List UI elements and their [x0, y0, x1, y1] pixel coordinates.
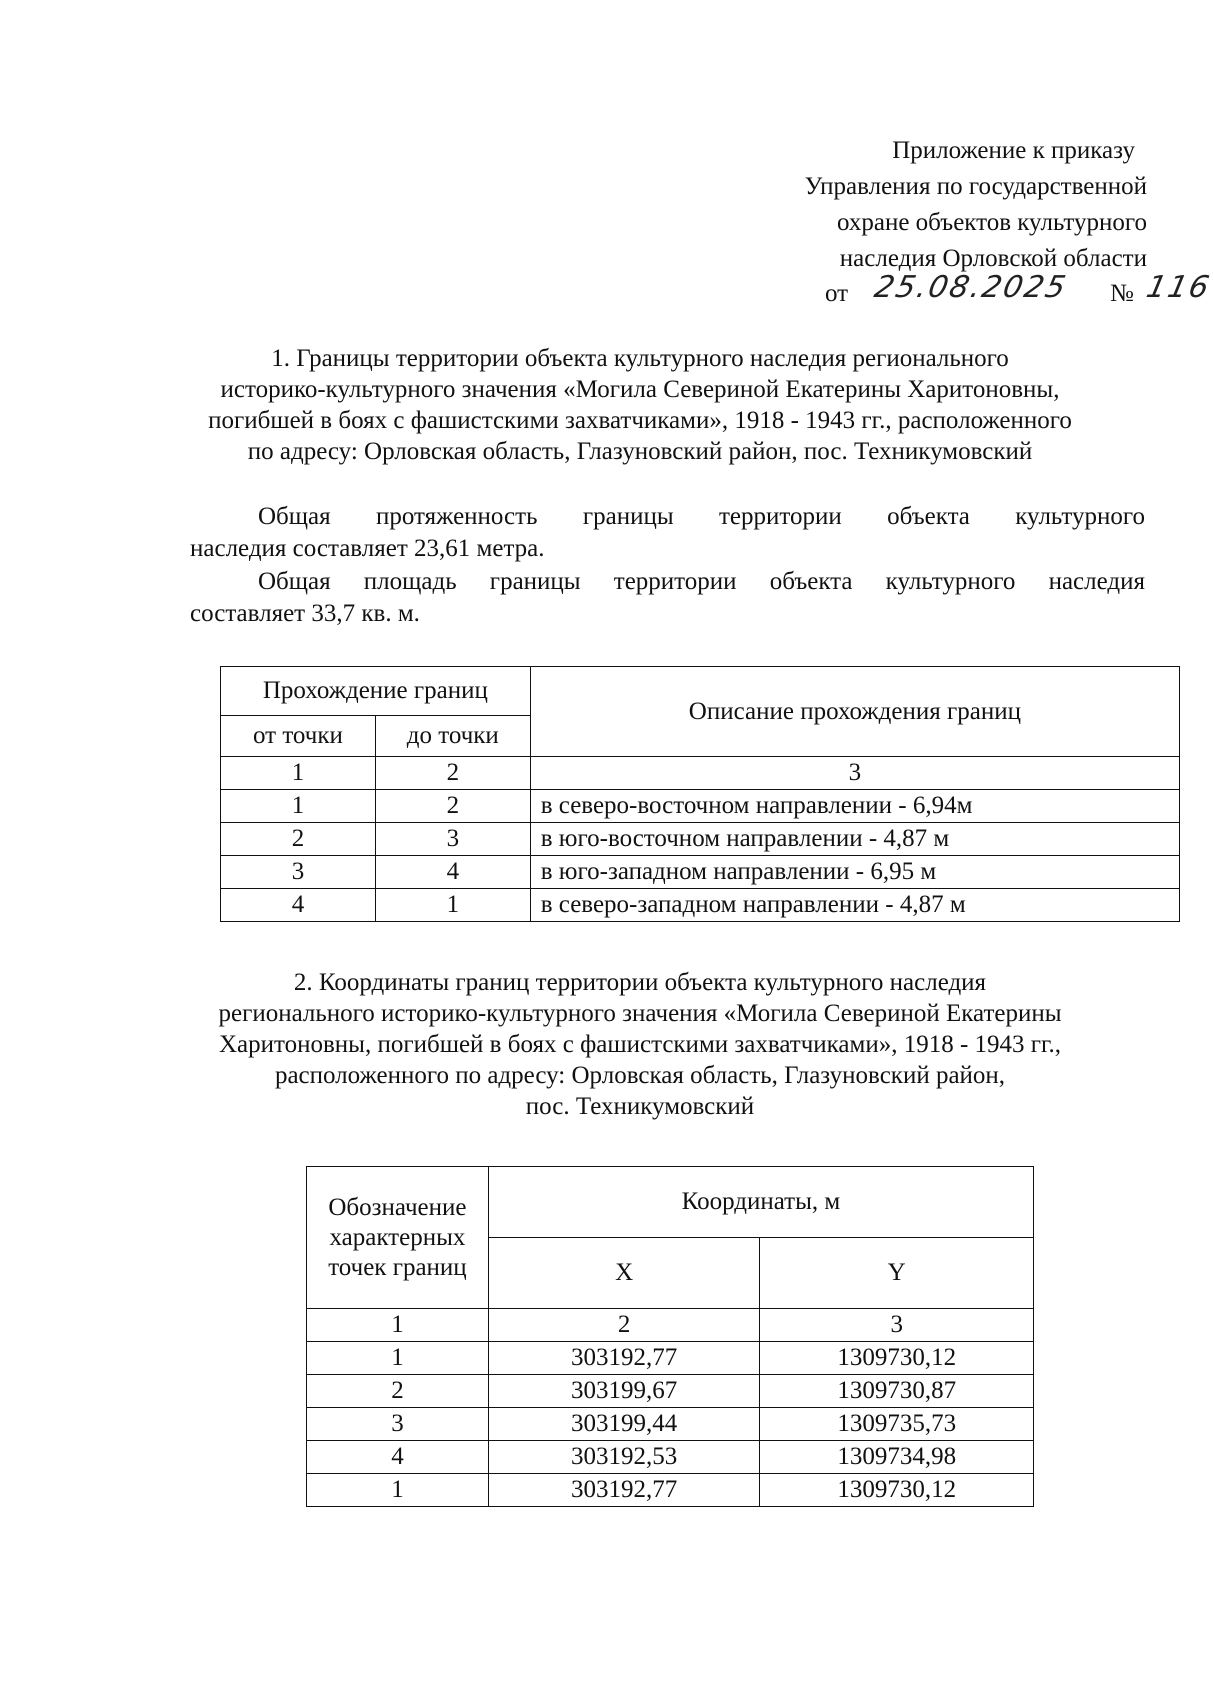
description-cell: в северо-восточном направлении - 6,94м: [530, 790, 1179, 823]
from-point-header: от точки: [221, 716, 376, 757]
numbering-row: [307, 1309, 1034, 1342]
from-cell: 1: [221, 790, 376, 823]
table-cell: 3: [760, 1309, 1034, 1342]
coordinates-table: [306, 1166, 1034, 1507]
paragraph-line: составляет 33,7 кв. м.: [190, 600, 420, 627]
heading-line: погибшей в боях с фашистскими захватчиками», 1918 - 1943 гг., расположенного: [208, 407, 1072, 434]
boundary-passage-table: [220, 666, 1180, 922]
table-cell: 3: [530, 757, 1179, 790]
point-cell: 2: [307, 1375, 489, 1408]
from-cell: 4: [221, 889, 376, 922]
table-row: [307, 1474, 1034, 1507]
table-cell: 1: [221, 757, 376, 790]
heading-line: 1. Границы территории объекта культурного наследия регионального: [271, 345, 1009, 372]
appendix-line: Приложение к приказу: [892, 137, 1135, 164]
table-row: [307, 1342, 1034, 1375]
to-cell: 4: [375, 856, 530, 889]
y-cell: 1309734,98: [760, 1441, 1034, 1474]
x-cell: 303192,77: [488, 1474, 760, 1507]
total-length-paragraph: [190, 501, 1145, 565]
appendix-line: наследия Орловской области: [839, 245, 1147, 272]
appendix-line: Управления по государственной: [804, 173, 1147, 200]
to-cell: 2: [375, 790, 530, 823]
from-cell: 3: [221, 856, 376, 889]
paragraph-line: Общая протяженность границы территории объекта культурного: [258, 503, 1145, 530]
heading-line: 2. Координаты границ территории объекта культурного наследия: [293, 969, 987, 996]
description-cell: в юго-западном направлении - 6,95 м: [530, 856, 1179, 889]
paragraph-line: Общая площадь границы территории объекта культурного наследия: [258, 568, 1145, 595]
table-row: [221, 823, 1180, 856]
x-cell: 303199,44: [488, 1408, 760, 1441]
table-cell: 2: [488, 1309, 760, 1342]
number-label: №: [1110, 280, 1134, 307]
point-cell: 3: [307, 1408, 489, 1441]
from-cell: 2: [221, 823, 376, 856]
x-cell: 303192,53: [488, 1441, 760, 1474]
to-cell: 1: [375, 889, 530, 922]
description-header: Описание прохождения границ: [530, 667, 1179, 757]
to-point-header: до точки: [375, 716, 530, 757]
x-cell: 303192,77: [488, 1342, 760, 1375]
y-header: Y: [760, 1238, 1034, 1309]
heading-line: историко-культурного значения «Могила Севериной Екатерины Харитоновны,: [220, 376, 1060, 403]
point-cell: 4: [307, 1441, 489, 1474]
table-cell: 2: [375, 757, 530, 790]
section1-heading: [160, 343, 1120, 467]
point-cell: 1: [307, 1342, 489, 1375]
to-cell: 3: [375, 823, 530, 856]
order-date-line: [825, 270, 1214, 314]
heading-line: пос. Техникумовский: [525, 1093, 755, 1120]
y-cell: 1309730,87: [760, 1375, 1034, 1408]
table-row: [307, 1441, 1034, 1474]
paragraph-line: наследия составляет 23,61 метра.: [190, 535, 545, 562]
table-row: [221, 856, 1180, 889]
y-cell: 1309730,12: [760, 1342, 1034, 1375]
handwritten-date: 25.08.2025: [871, 270, 1071, 305]
description-cell: в юго-восточном направлении - 4,87 м: [530, 823, 1179, 856]
y-cell: 1309730,12: [760, 1474, 1034, 1507]
section2-heading: [160, 967, 1120, 1122]
passage-header: Прохождение границ: [221, 667, 531, 716]
table-row: [221, 889, 1180, 922]
point-cell: 1: [307, 1474, 489, 1507]
designation-header: Обозначение характерных точек границ: [307, 1167, 489, 1309]
y-cell: 1309735,73: [760, 1408, 1034, 1441]
heading-line: по адресу: Орловская область, Глазуновский район, пос. Техникумовский: [247, 438, 1033, 465]
date-label: от: [825, 280, 849, 307]
total-area-paragraph: [190, 566, 1145, 630]
heading-line: Харитоновны, погибшей в боях с фашистскими захватчиками», 1918 - 1943 гг.,: [218, 1031, 1061, 1058]
appendix-header: [627, 133, 1147, 277]
handwritten-number: 116: [1143, 270, 1214, 305]
numbering-row: [221, 757, 1180, 790]
coordinates-header: Координаты, м: [488, 1167, 1033, 1238]
table-cell: 1: [307, 1309, 489, 1342]
table-row: [307, 1408, 1034, 1441]
heading-line: расположенного по адресу: Орловская область, Глазуновский район,: [274, 1062, 1006, 1089]
description-cell: в северо-западном направлении - 4,87 м: [530, 889, 1179, 922]
x-cell: 303199,67: [488, 1375, 760, 1408]
table-row: [307, 1375, 1034, 1408]
appendix-line: охране объектов культурного: [836, 209, 1147, 236]
heading-line: регионального историко-культурного значения «Могила Севериной Екатерины: [218, 1000, 1062, 1027]
x-header: X: [488, 1238, 760, 1309]
table-row: [221, 790, 1180, 823]
